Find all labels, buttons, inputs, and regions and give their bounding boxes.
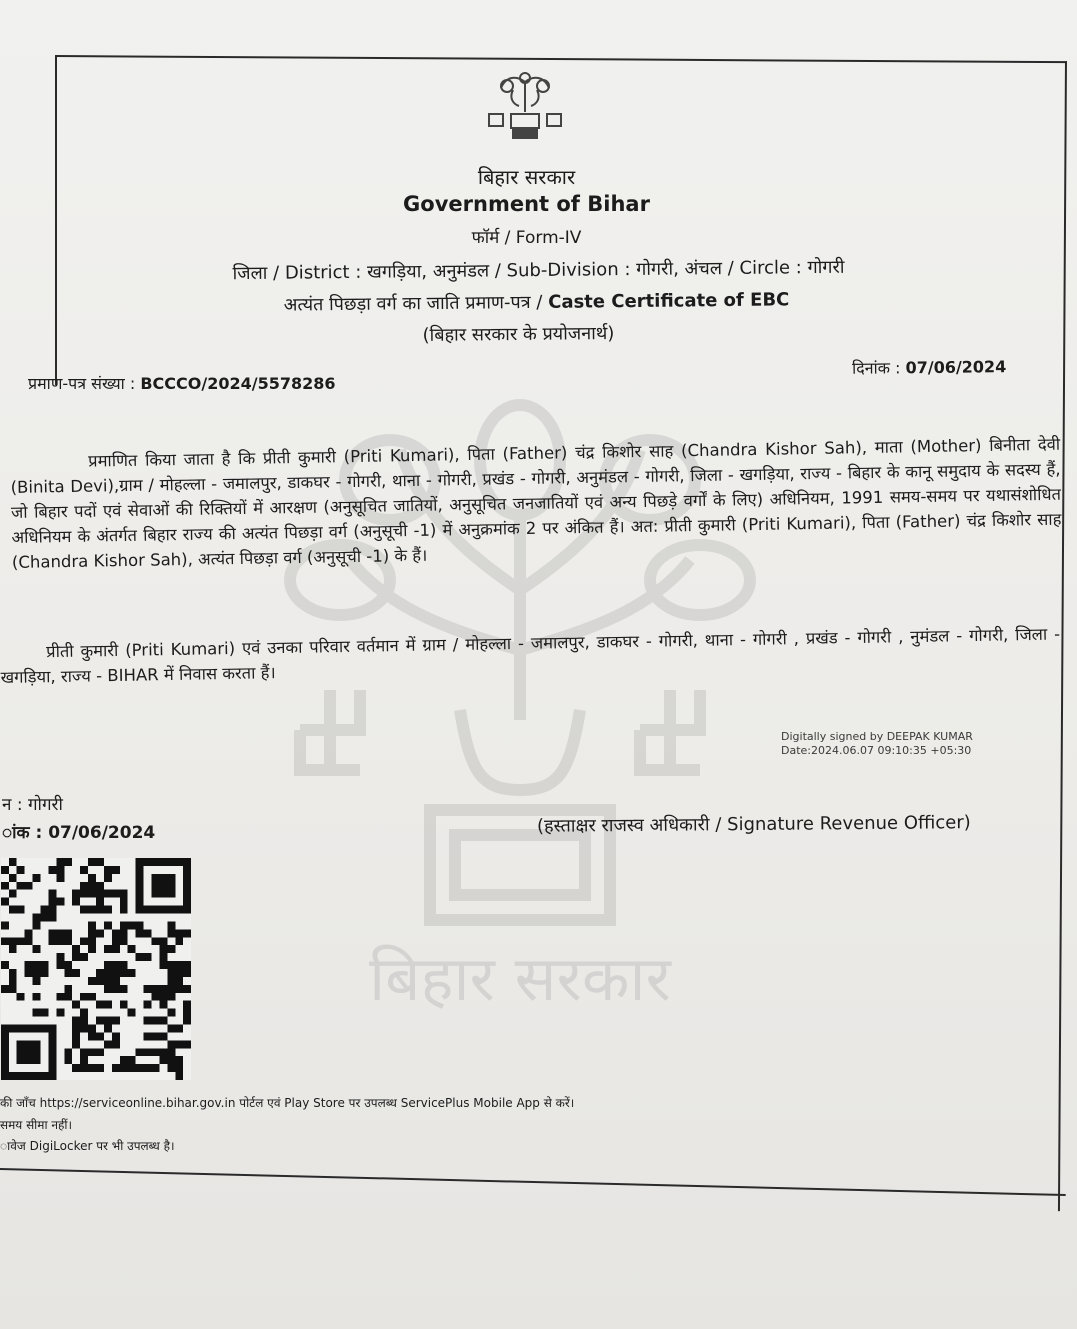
qr-module [33,977,41,985]
qr-module [144,1032,152,1040]
qr-module [136,921,144,929]
qr-module [9,890,17,898]
qr-module [64,961,72,969]
qr-module [80,1009,88,1017]
qr-module [159,1032,167,1040]
digilocker-note: ावेज DigiLocker पर भी उपलब्ध है। [0,1139,175,1153]
qr-module [175,961,183,969]
qr-module [80,866,88,874]
qr-module [56,993,64,1001]
qr-module [152,1017,160,1025]
qr-module [48,929,56,937]
date-label: दिनांक : [851,358,906,378]
qr-module [120,1056,128,1064]
qr-module [56,866,64,874]
digital-signature-name: Digitally signed by DEEPAK KUMAR [781,730,973,743]
qr-module [33,921,41,929]
qr-module [128,969,136,977]
qr-module [80,1048,88,1056]
qr-module [1,937,9,945]
qr-module [167,993,175,1001]
qr-module [112,1017,120,1025]
qr-module [167,929,175,937]
qr-module [17,906,25,914]
qr-module [136,953,144,961]
qr-module [80,937,88,945]
qr-module [88,929,96,937]
qr-module [167,921,175,929]
qr-module [128,1056,136,1064]
qr-module [96,898,104,906]
qr-module [88,1048,96,1056]
qr-module [56,874,64,882]
qr-module [120,929,128,937]
qr-module [104,906,112,914]
qr-module [112,866,120,874]
qr-module [48,866,56,874]
qr-module [80,993,88,1001]
qr-module [120,937,128,945]
qr-module [104,969,112,977]
qr-module [112,1064,120,1072]
qr-module [88,890,96,898]
qr-module [112,890,120,898]
qr-module [112,961,120,969]
qr-module [1,866,9,874]
qr-module [72,945,80,953]
qr-module [104,866,112,874]
qr-module [48,890,56,898]
qr-module [167,1025,175,1033]
qr-module [183,1040,191,1048]
qr-module [144,1048,152,1056]
qr-module [120,921,128,929]
title-english: Government of Bihar [403,192,650,216]
qr-module [17,882,25,890]
circle-value: गोगरी [807,256,845,279]
qr-module [9,937,17,945]
qr-module [120,969,128,977]
qr-module [41,969,49,977]
qr-module [72,1032,80,1040]
verification-qr-code[interactable] [0,858,192,1080]
qr-module [33,874,41,882]
qr-module [175,977,183,985]
qr-module [96,890,104,898]
qr-module [175,1025,183,1033]
qr-module [1,961,9,969]
qr-module [96,1001,104,1009]
qr-module [159,985,167,993]
date-value: 07/06/2024 [905,357,1007,378]
qr-module [33,969,41,977]
qr-module [183,929,191,937]
certificate-type-hindi: अत्यंत पिछड़ा वर्ग का जाति प्रमाण-पत्र / [283,291,549,316]
qr-module [64,1048,72,1056]
qr-module [41,961,49,969]
qr-module [88,1064,96,1072]
qr-module [1,985,9,993]
qr-module [9,945,17,953]
qr-module [56,961,64,969]
qr-module [128,1064,136,1072]
qr-module [80,1056,88,1064]
qr-module [167,1040,175,1048]
form-number: फॉर्म / Form-IV [471,228,582,248]
qr-module [112,929,120,937]
certificate-number-label: प्रमाण-पत्र संख्या : [28,374,141,393]
qr-module [56,1009,64,1017]
qr-module [159,1056,167,1064]
qr-module [167,1056,175,1064]
residence-paragraph: प्रीती कुमारी (Priti Kumari) एवं उनका परिवार वर्तमान में ग्राम / मोहल्ला - जमालपुर, डाकघर - गोगरी, थाना - गोगरी , प्रखंड - गोगरी , नुमंडल - गोगरी, जिला - खगड़िया, राज्य - BIHAR में निवास करता हैं। [0,624,1061,687]
qr-module [41,906,49,914]
qr-module [17,937,25,945]
qr-module [72,1040,80,1048]
qr-module [152,1048,160,1056]
qr-module [80,953,88,961]
qr-module [136,929,144,937]
qr-module [167,961,175,969]
qr-module [96,882,104,890]
certificate-purpose: (बिहार सरकार के प्रयोजनार्थ) [422,322,615,347]
qr-module [56,937,64,945]
qr-module [17,866,25,874]
qr-module [136,1048,144,1056]
qr-module [96,977,104,985]
qr-module [175,1064,183,1072]
qr-module [167,985,175,993]
qr-module [175,937,183,945]
qr-module [88,1025,96,1033]
qr-module [56,858,64,866]
title-hindi: बिहार सरकार [477,165,576,189]
qr-module [104,985,112,993]
qr-module [159,1048,167,1056]
qr-module [72,1017,80,1025]
qr-module [9,874,17,882]
qr-module [64,969,72,977]
qr-module [72,1064,80,1072]
qr-module [144,1064,152,1072]
qr-module [64,937,72,945]
qr-module [183,1001,191,1009]
issue-date: ांक : 07/06/2024 [2,823,156,843]
qr-module [64,858,72,866]
qr-module [167,945,175,953]
qr-module [72,1001,80,1009]
qr-module [25,937,33,945]
digital-signature-date: Date:2024.06.07 09:10:35 +05:30 [781,744,972,757]
qr-module [96,969,104,977]
district-label: जिला / District : [232,261,368,285]
qr-module [175,985,183,993]
qr-module [33,961,41,969]
qr-module [128,1009,136,1017]
qr-module [144,985,152,993]
qr-module [48,937,56,945]
qr-module [104,890,112,898]
qr-module [48,898,56,906]
qr-module [136,1064,144,1072]
qr-module [175,929,183,937]
qr-module [152,993,160,1001]
qr-module [104,1025,112,1033]
qr-module [183,1017,191,1025]
officer-signature-label: (हस्ताक्षर राजस्व अधिकारी / Signature Revenue Officer) [536,812,971,837]
watermark-text: बिहार सरकार [369,942,671,1015]
certificate-date [852,355,1006,379]
certification-paragraph: प्रमाणित किया जाता है कि प्रीती कुमारी (Priti Kumari), पिता (Father) चंद्र किशोर साह (Chandra Kishor Sah), माता (Mother) बिनीता देवी (Binita Devi),ग्राम / मोहल्ला - जमालपुर, डाकघर - गोगरी, थाना - गोगरी, प्रखंड - गोगरी, अनुमंडल - गोगरी, जिला - खगड़िया, राज्य - बिहार के कानू समुदाय के सदस्य हैं, जो बिहार पदों एवं सेवाओं की रिक्तियों में आरक्षण (अनुसूचित जातियों, अनुसूचित जनजातियों एवं अन्य पिछड़े वर्गों के लिए) अधिनियम, 1991 समय-समय पर यथासंशोधित अधिनियम के अंतर्गत बिहार राज्य की अत्यंत पिछड़ा वर्ग (अनुसूची -1) में अनुक्रमांक 2 पर अंकित हैं। अत: प्रीती कुमारी (Priti Kumari), पिता (Father) चंद्र किशोर साह (Chandra Kishor Sah), अत्यंत पिछड़ा वर्ग (अनुसूची -1) के हैं। [10,434,1062,572]
qr-module [104,874,112,882]
certificate-number [28,372,336,394]
qr-module [183,985,191,993]
qr-module [104,961,112,969]
qr-module [72,898,80,906]
qr-module [112,977,120,985]
qr-module [88,874,96,882]
qr-module [96,1064,104,1072]
qr-module [56,898,64,906]
qr-module [64,929,72,937]
district-value: खगड़िया, [366,261,433,283]
qr-module [72,969,80,977]
qr-module [96,1048,104,1056]
qr-module [80,906,88,914]
qr-module [120,1064,128,1072]
qr-module [120,985,128,993]
issue-place: न : गोगरी [2,795,63,815]
qr-module [33,1009,41,1017]
qr-module [25,969,33,977]
qr-module [9,906,17,914]
qr-module [112,937,120,945]
qr-module [88,945,96,953]
qr-module [9,969,17,977]
qr-module [72,890,80,898]
certificate-number-value: BCCCO/2024/5578286 [140,374,336,393]
qr-module [120,961,128,969]
qr-module [128,945,136,953]
qr-module [80,882,88,890]
qr-module [104,1040,112,1048]
qr-module [128,921,136,929]
qr-module [80,1025,88,1033]
certificate-type-english: Caste Certificate of EBC [548,289,790,313]
qr-module [1,921,9,929]
qr-module [41,914,49,922]
qr-module [175,1056,183,1064]
qr-module [25,961,33,969]
qr-module [25,882,33,890]
qr-module [9,858,17,866]
qr-module [144,1017,152,1025]
qr-module [64,993,72,1001]
qr-module [175,1040,183,1048]
qr-module [104,921,112,929]
qr-module [175,969,183,977]
qr-module [80,890,88,898]
qr-module [56,953,64,961]
qr-module [183,969,191,977]
qr-module [96,906,104,914]
qr-module [167,1064,175,1072]
qr-module [80,1017,88,1025]
qr-module [120,898,128,906]
qr-module [88,858,96,866]
qr-module [72,953,80,961]
qr-module [9,977,17,985]
qr-module [104,977,112,985]
qr-module [120,906,128,914]
qr-module [104,945,112,953]
qr-module [159,993,167,1001]
qr-module [56,929,64,937]
qr-module [159,953,167,961]
qr-module [9,985,17,993]
qr-module [144,953,152,961]
qr-module [112,969,120,977]
qr-module [183,1009,191,1017]
qr-module [159,1001,167,1009]
qr-module [167,977,175,985]
qr-module [88,906,96,914]
qr-module [1,882,9,890]
qr-module [64,985,72,993]
qr-module [159,937,167,945]
qr-module [88,882,96,890]
qr-module [88,1032,96,1040]
qr-module [104,1017,112,1025]
qr-module [25,929,33,937]
qr-module [96,929,104,937]
qr-module [167,969,175,977]
qr-module [41,1009,49,1017]
qr-module [152,985,160,993]
qr-module [48,914,56,922]
qr-module [120,1001,128,1009]
qr-module [1,898,9,906]
qr-module [80,1064,88,1072]
qr-module [152,1064,160,1072]
qr-module [159,945,167,953]
qr-module [104,1001,112,1009]
bihar-government-emblem-icon [483,70,567,142]
subdivision-value: गोगरी, [636,258,685,280]
qr-module [152,1032,160,1040]
subdivision-label: अनुमंडल / Sub-Division : [432,258,637,283]
qr-module [64,1056,72,1064]
qr-module [88,921,96,929]
qr-module [17,993,25,1001]
qr-module [112,1040,120,1048]
qr-module [88,993,96,1001]
qr-module [175,1072,183,1080]
validity-note: समय सीमा नहीं। [0,1118,73,1132]
qr-module [167,1048,175,1056]
qr-module [33,993,41,1001]
qr-module [144,929,152,937]
qr-module [88,977,96,985]
qr-module [88,937,96,945]
qr-module [96,1032,104,1040]
qr-module [159,961,167,969]
qr-module [167,1009,175,1017]
circle-label: अंचल / Circle : [684,257,808,280]
qr-module [152,937,160,945]
qr-module [183,961,191,969]
qr-module [159,1017,167,1025]
qr-module [48,906,56,914]
qr-module [112,1032,120,1040]
qr-module [112,985,120,993]
digital-signature [781,730,973,758]
qr-module [120,890,128,898]
qr-module [96,1017,104,1025]
verification-instruction: की जाँच https://serviceonline.bihar.gov.in पोर्टल एवं Play Store पर उपलब्ध ServicePlus Mobile App से करें। [0,1096,575,1110]
qr-module [72,1025,80,1033]
qr-module [96,858,104,866]
qr-module [112,945,120,953]
qr-module [33,914,41,922]
qr-module [144,1001,152,1009]
qr-module [33,945,41,953]
